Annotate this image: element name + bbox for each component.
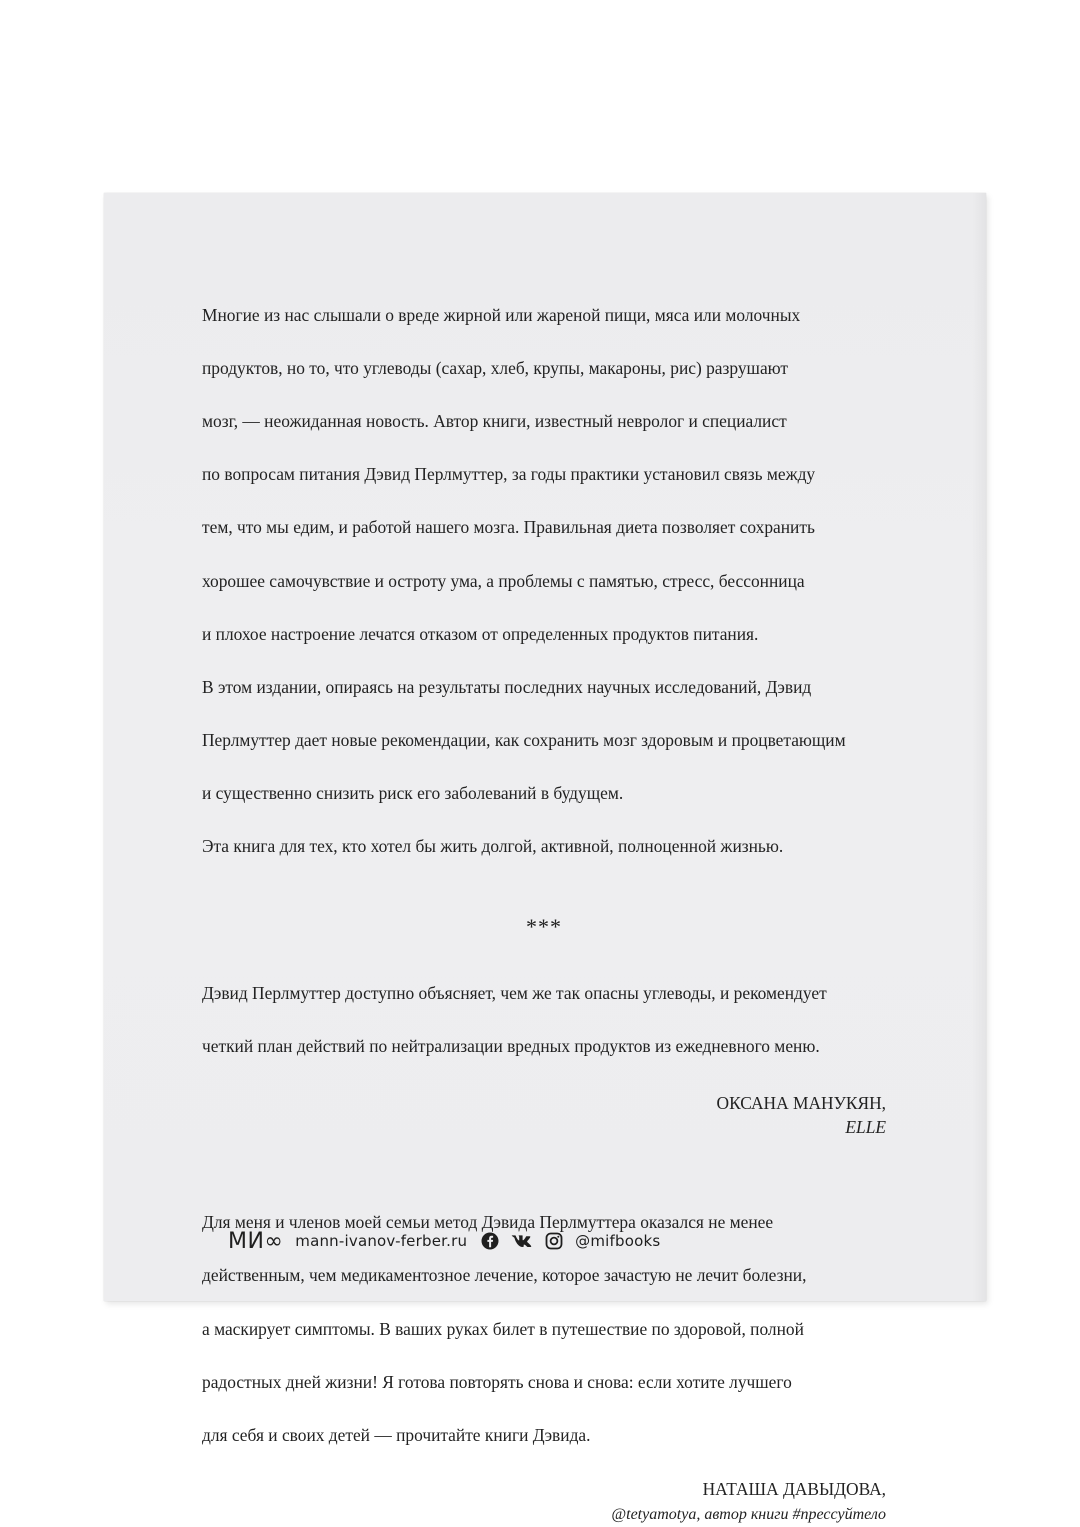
review-1	[202, 954, 886, 1139]
review-line: Для меня и членов моей семьи метод Дэвида Перлмуттера оказался не менее	[202, 1212, 774, 1233]
review-line: для себя и своих детей — прочитайте книги Дэвида.	[202, 1424, 591, 1445]
instagram-icon[interactable]	[545, 1232, 563, 1250]
description-line: по вопросам питания Дэвид Перлмуттер, за годы практики установил связь между	[202, 464, 816, 485]
review-text	[202, 954, 886, 1087]
review-author: НАТАША ДАВЫДОВА,	[702, 1479, 886, 1500]
review-author: ОКСАНА МАНУКЯН,	[716, 1092, 886, 1113]
description-line: Многие из нас слышали о вреде жирной или жареной пищи, мяса или молочных	[202, 304, 801, 325]
description-line: тем, что мы едим, и работой нашего мозга. Правильная диета позволяет сохранить	[202, 517, 815, 538]
review-line: а маскирует симптомы. В ваших руках билет в путешествие по здоровой, полной	[202, 1318, 804, 1339]
book-back-cover	[104, 193, 986, 1524]
description-line: Перлмуттер дает новые рекомендации, как сохранить мозг здоровым и процветающим	[202, 730, 846, 751]
description-line: Эта книга для тех, кто хотел бы жить долгой, активной, полноценной жизнью.	[202, 836, 784, 857]
review-source: ELLE	[845, 1116, 886, 1137]
description-line: продуктов, но то, что углеводы (сахар, хлеб, крупы, макароны, рис) разрушают	[202, 357, 789, 378]
facebook-icon[interactable]	[481, 1232, 499, 1250]
description	[202, 275, 886, 887]
description-line: В этом издании, опираясь на результаты последних научных исследований, Дэвид	[202, 676, 812, 697]
vk-icon[interactable]	[511, 1234, 533, 1248]
description-line: хорошее самочувствие и остроту ума, а проблемы с памятью, стресс, бессонница	[202, 570, 805, 591]
publisher-footer	[228, 1226, 660, 1256]
publisher-logo: МИ∞	[228, 1228, 284, 1254]
description-line: и плохое настроение лечатся отказом от определенных продуктов питания.	[202, 623, 759, 644]
description-line: и существенно снизить риск его заболеваний в будущем.	[202, 783, 624, 804]
publisher-website[interactable]: mann-ivanov-ferber.ru	[295, 1232, 468, 1250]
separator-stars: ***	[526, 913, 562, 939]
review-line: Дэвид Перлмуттер доступно объясняет, чем же так опасны углеводы, и рекомендует	[202, 983, 827, 1004]
review-line: четкий план действий по нейтрализации вредных продуктов из ежедневного меню.	[202, 1036, 820, 1057]
description-line: мозг, — неожиданная новость. Автор книги, известный невролог и специалист	[202, 410, 787, 431]
review-source: @tetyamotya, автор книги #прессуйтело	[611, 1506, 886, 1524]
review-line: радостных дней жизни! Я готова повторять снова и снова: если хотите лучшего	[202, 1371, 792, 1392]
social-handle[interactable]: @mifbooks	[575, 1232, 661, 1250]
cover-text	[202, 275, 886, 1527]
review-line: действенным, чем медикаментозное лечение, которое зачастую не лечит болезни,	[202, 1265, 807, 1286]
